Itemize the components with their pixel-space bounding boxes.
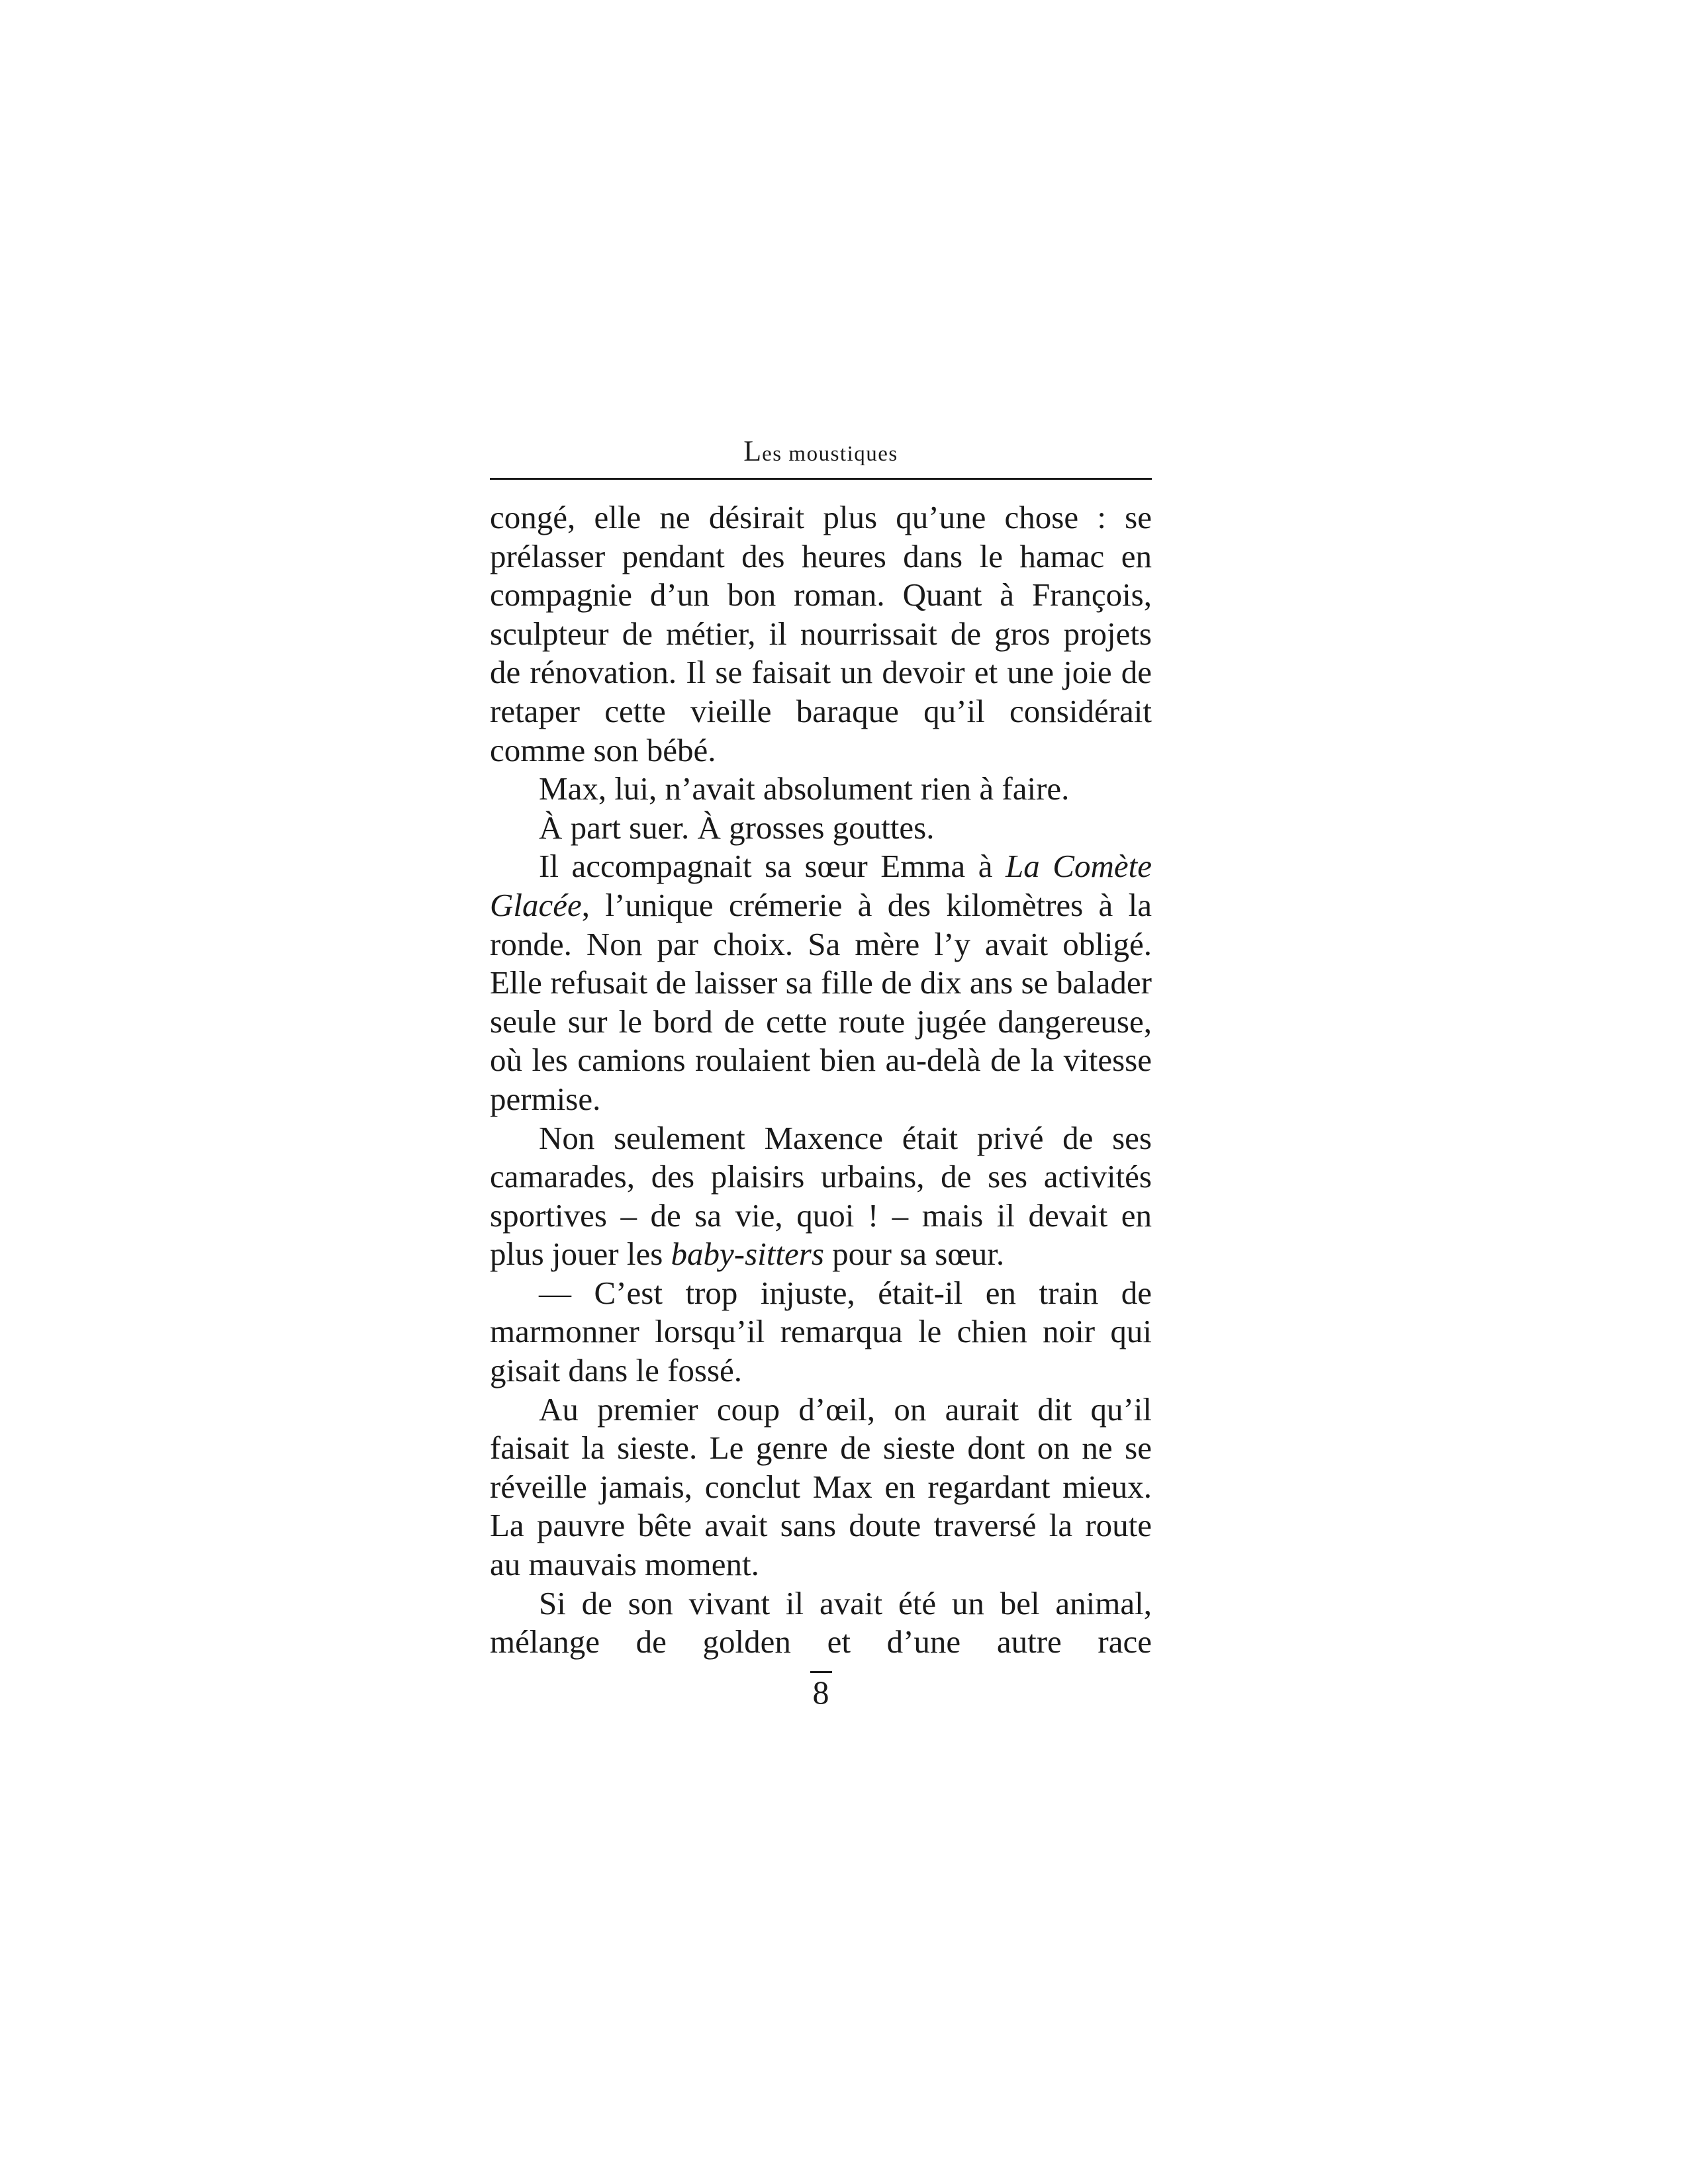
paragraph-2 [490,770,1152,809]
italic-term: baby-sitters [671,1236,824,1273]
paragraph-6 [490,1274,1152,1390]
running-head-initial: L [743,435,763,467]
paragraph-1 [490,498,1152,770]
paragraph-text: Max, lui, n’avait absolument rien à faire. [539,770,1070,807]
paragraph-text: À part suer. À grosses gouttes. [539,809,935,846]
page-number-value: 8 [810,1671,832,1709]
paragraph-8 [490,1584,1152,1662]
italic-title: La Comète Glacée [490,848,1152,923]
book-page [490,437,1152,1709]
body-text [490,498,1152,1662]
page-number [490,1671,1152,1709]
paragraph-7 [490,1390,1152,1584]
paragraph-5 [490,1119,1152,1274]
running-head [490,437,1152,480]
paragraph-text: , l’unique crémerie à des kilomètres à la ronde. Non par choix. Sa mère l’y avait obligé. Elle refusait de laisser sa fille de dix ans se balader seule sur le bord de cette route jugée dangereuse, où les camions roulaient bien au-delà de la vitesse permise. [490,886,1152,1117]
paragraph-3 [490,809,1152,848]
paragraph-text: congé, elle ne désirait plus qu’une chose : se prélasser pendant des heures dans le hamac en compagnie d’un bon roman. Quant à François, sculpteur de métier, il nourrissait de gros projets de rénovation. Il se faisait un devoir et une joie de retaper cette vieille baraque qu’il considérait comme son bébé. [490,499,1152,768]
paragraph-text: Au premier coup d’œil, on aurait dit qu’il faisait la sieste. Le genre de sieste dont on ne se réveille jamais, conclut Max en regardant mieux. La pauvre bête avait sans doute traversé la route au mauvais moment. [490,1390,1152,1583]
paragraph-text: pour sa sœur. [823,1236,1005,1273]
paragraph-text: Non seulement Maxence était privé de ses camarades, des plaisirs urbains, de ses activités sportives – de sa vie, quoi ! – mais il devait en plus jouer les [490,1119,1152,1273]
paragraph-text: Si de son vivant il avait été un bel animal, mélange de golden et d’une autre race [490,1584,1152,1661]
paragraph-text: Il accompagnait sa sœur Emma à [539,848,1006,885]
running-head-title: es moustiques [762,442,898,466]
paragraph-4 [490,847,1152,1118]
dialogue-text: — C’est trop injuste, était-il en train de marmonner lorsqu’il remarqua le chien noir qui gisait dans le fossé. [490,1274,1152,1389]
